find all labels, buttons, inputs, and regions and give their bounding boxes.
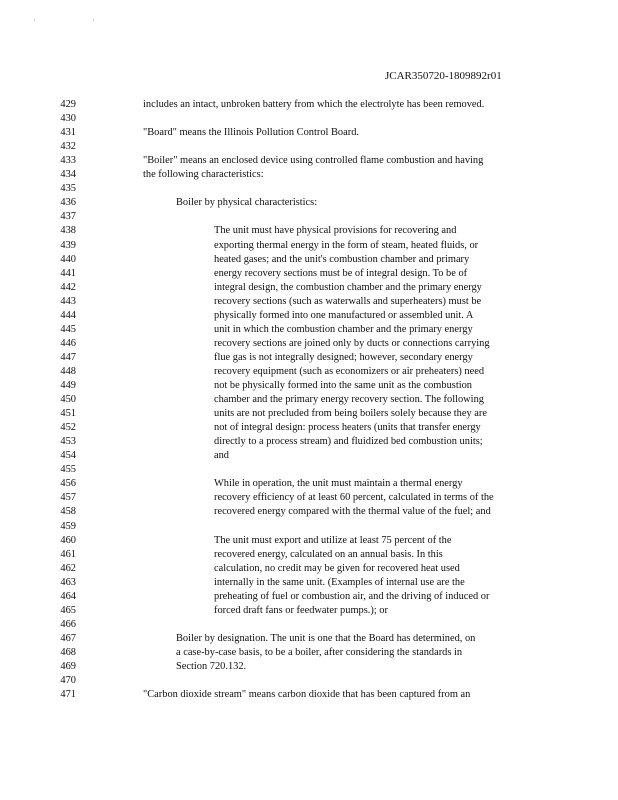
line-number: 444	[60, 309, 76, 321]
line-text: includes an intact, unbroken battery from which the electrolyte has been removed.	[143, 99, 485, 110]
line-text: exporting thermal energy in the form of steam, heated fluids, or	[214, 239, 479, 251]
line-text: forced draft fans or feedwater pumps.); or	[214, 604, 388, 616]
line-text: recovery sections are joined only by ducts or connections carrying	[214, 337, 490, 349]
line-number: 442	[60, 281, 76, 293]
line-number: 436	[60, 197, 76, 209]
line-text: "Board" means the Illinois Pollution Control Board.	[143, 127, 359, 139]
line-number: 460	[60, 534, 76, 546]
line-number: 439	[60, 239, 76, 251]
line-number: 432	[60, 141, 76, 153]
line-number: 462	[60, 562, 76, 574]
line-text: preheating of fuel or combustion air, and the driving of induced or	[214, 590, 490, 602]
line-number: 443	[60, 295, 76, 307]
line-number: 431	[60, 127, 76, 139]
line-text: calculation, no credit may be given for recovered heat used	[214, 562, 460, 574]
line-number: 441	[60, 267, 76, 279]
line-text: flue gas is not integrally designed; however, secondary energy	[214, 351, 473, 363]
line-text: a case-by-case basis, to be a boiler, after considering the standards in	[176, 646, 463, 658]
line-text: not of integral design: process heaters (units that transfer energy	[214, 422, 481, 434]
line-number: 438	[60, 225, 76, 237]
line-number: 459	[60, 520, 76, 532]
line-number: 461	[60, 548, 76, 560]
scan-marks: ' '	[34, 18, 123, 26]
line-text: units are not precluded from being boilers solely because they are	[214, 408, 487, 420]
line-text: chamber and the primary energy recovery section. The following	[214, 394, 484, 406]
line-text: "Carbon dioxide stream" means carbon dioxide that has been captured from an	[143, 689, 471, 701]
line-number: 467	[60, 632, 76, 644]
line-number: 457	[60, 492, 76, 504]
line-number: 452	[60, 422, 76, 434]
line-text: and	[214, 450, 230, 462]
line-number: 454	[60, 450, 76, 462]
line-number: 456	[60, 478, 76, 490]
line-number: 468	[60, 646, 76, 658]
line-number: 447	[60, 351, 76, 363]
line-number: 464	[60, 590, 76, 602]
line-text: Boiler by physical characteristics:	[176, 197, 318, 209]
line-text: directly to a process stream) and fluidized bed combustion units;	[214, 436, 483, 448]
line-text: not be physically formed into the same unit as the combustion	[214, 380, 472, 391]
line-text: The unit must export and utilize at least 75 percent of the	[214, 534, 452, 546]
line-text: energy recovery sections must be of integral design. To be of	[214, 267, 468, 279]
line-number: 451	[60, 408, 76, 420]
line-number: 435	[60, 183, 76, 195]
line-number: 446	[60, 337, 76, 349]
line-number: 458	[60, 506, 76, 518]
line-text: the following characteristics:	[143, 169, 264, 181]
line-number: 463	[60, 576, 76, 588]
line-text: recovered energy compared with the thermal value of the fuel; and	[214, 506, 491, 518]
line-text: Boiler by designation. The unit is one that the Board has determined, on	[176, 632, 476, 644]
line-text: unit in which the combustion chamber and the primary energy	[214, 323, 473, 335]
line-text: physically formed into one manufactured or assembled unit. A	[214, 309, 474, 321]
line-number: 450	[60, 394, 76, 406]
line-number: 445	[60, 323, 76, 335]
line-number: 429	[60, 99, 76, 110]
line-text: Section 720.132.	[176, 661, 247, 672]
line-text: recovery efficiency of at least 60 percent, calculated in terms of the	[214, 492, 494, 504]
line-text: "Boiler" means an enclosed device using controlled flame combustion and having	[143, 155, 484, 167]
line-number: 470	[60, 675, 76, 687]
line-text: recovery equipment (such as economizers or air preheaters) need	[214, 365, 485, 377]
line-number: 433	[60, 155, 76, 167]
line-number: 465	[60, 604, 76, 616]
document-id: JCAR350720-1809892r01	[385, 70, 502, 82]
line-text: integral design, the combustion chamber and the primary energy	[214, 281, 482, 293]
line-number: 448	[60, 365, 76, 377]
line-number: 466	[60, 618, 76, 630]
line-text: recovery sections (such as waterwalls and superheaters) must be	[214, 295, 482, 307]
line-text: The unit must have physical provisions for recovering and	[214, 225, 457, 237]
line-number: 453	[60, 436, 76, 448]
line-number: 434	[60, 169, 76, 181]
line-number: 430	[60, 113, 76, 125]
line-text: While in operation, the unit must maintain a thermal energy	[214, 478, 463, 490]
line-number: 455	[60, 464, 76, 476]
line-number: 449	[60, 380, 76, 391]
line-number: 440	[60, 253, 76, 265]
line-text: recovered energy, calculated on an annual basis. In this	[214, 548, 443, 560]
line-number: 471	[60, 689, 76, 701]
line-text: heated gases; and the unit's combustion chamber and primary	[214, 253, 470, 265]
line-number: 437	[60, 211, 76, 223]
line-text: internally in the same unit. (Examples of internal use are the	[214, 576, 465, 588]
line-number: 469	[60, 661, 76, 672]
